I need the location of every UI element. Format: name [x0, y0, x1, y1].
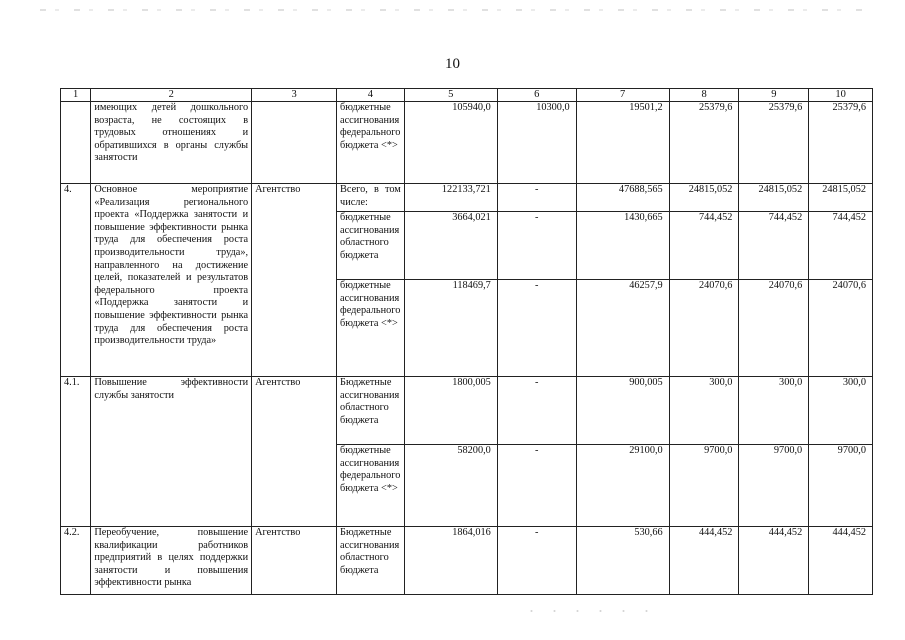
cell-col10: 9700,0 [809, 445, 873, 527]
cell-col6: 10300,0 [497, 102, 576, 184]
table-row [61, 184, 873, 212]
row-source: Бюджетные ассигнования областного бюджета [337, 377, 405, 445]
cell-col8: 24070,6 [669, 280, 739, 377]
row-executor [252, 102, 337, 184]
cell-col10: 444,452 [809, 527, 873, 595]
cell-col10: 300,0 [809, 377, 873, 445]
cell-col5: 1864,016 [404, 527, 497, 595]
cell-col9: 744,452 [739, 212, 809, 280]
row-index: 4. [61, 184, 91, 377]
col-header-9: 9 [739, 89, 809, 102]
cell-col5: 122133,721 [404, 184, 497, 212]
row-source: Бюджетные ассигнования областного бюджета [337, 527, 405, 595]
cell-col5: 3664,021 [404, 212, 497, 280]
cell-col8: 444,452 [669, 527, 739, 595]
col-header-4: 4 [337, 89, 405, 102]
cell-col6: - [497, 445, 576, 527]
row-name: Переобучение, повышение квалификации работников предприятий в целях поддержки занятости и повышения эффективности рынка [91, 527, 252, 595]
scan-artifact-line [40, 9, 865, 11]
cell-col7: 1430,665 [576, 212, 669, 280]
row-name: имеющих детей дошкольного возраста, не состоящих в трудовых отношениях и обратившихся в органы службы занятости [91, 102, 252, 184]
cell-col10: 24070,6 [809, 280, 873, 377]
col-header-6: 6 [497, 89, 576, 102]
cell-col5: 105940,0 [404, 102, 497, 184]
cell-col7: 47688,565 [576, 184, 669, 212]
row-source: бюджетные ассигнования федерального бюджета <*> [337, 102, 405, 184]
cell-col7: 900,005 [576, 377, 669, 445]
col-header-1: 1 [61, 89, 91, 102]
cell-col7: 19501,2 [576, 102, 669, 184]
row-index [61, 102, 91, 184]
cell-col8: 744,452 [669, 212, 739, 280]
cell-col7: 46257,9 [576, 280, 669, 377]
col-header-7: 7 [576, 89, 669, 102]
row-name: Основное мероприятие «Реализация регионального проекта «Поддержка занятости и повышение эффективности рынка труда для обеспечения роста производительности труда», направленного на достижение целей, показателей и результатов федерального проекта «Поддержка занятости и повышение эффективности рынка труда для обеспечения роста производительности труда» [91, 184, 252, 377]
row-executor: Агентство [252, 184, 337, 377]
cell-col9: 444,452 [739, 527, 809, 595]
col-header-2: 2 [91, 89, 252, 102]
cell-col9: 300,0 [739, 377, 809, 445]
row-source: Всего, в том числе: [337, 184, 405, 212]
row-index: 4.2. [61, 527, 91, 595]
cell-col8: 9700,0 [669, 445, 739, 527]
cell-col6: - [497, 212, 576, 280]
cell-col6: - [497, 184, 576, 212]
row-source: бюджетные ассигнования областного бюджета [337, 212, 405, 280]
row-source: бюджетные ассигнования федерального бюджета <*> [337, 445, 405, 527]
row-executor: Агентство [252, 377, 337, 527]
cell-col8: 24815,052 [669, 184, 739, 212]
table-row [61, 527, 873, 595]
row-source: бюджетные ассигнования федерального бюджета <*> [337, 280, 405, 377]
cell-col6: - [497, 377, 576, 445]
cell-col10: 25379,6 [809, 102, 873, 184]
cell-col6: - [497, 280, 576, 377]
cell-col5: 58200,0 [404, 445, 497, 527]
cell-col10: 24815,052 [809, 184, 873, 212]
col-header-10: 10 [809, 89, 873, 102]
page-number: 10 [445, 56, 460, 72]
cell-col9: 24070,6 [739, 280, 809, 377]
col-header-5: 5 [404, 89, 497, 102]
cell-col9: 25379,6 [739, 102, 809, 184]
cell-col7: 29100,0 [576, 445, 669, 527]
cell-col7: 530,66 [576, 527, 669, 595]
cell-col5: 1800,005 [404, 377, 497, 445]
cell-col10: 744,452 [809, 212, 873, 280]
row-name: Повышение эффективности службы занятости [91, 377, 252, 527]
scan-artifact-specks [520, 608, 660, 614]
cell-col6: - [497, 527, 576, 595]
table-header [61, 89, 873, 102]
row-executor: Агентство [252, 527, 337, 595]
cell-col8: 25379,6 [669, 102, 739, 184]
table-row [61, 102, 873, 184]
cell-col9: 9700,0 [739, 445, 809, 527]
cell-col9: 24815,052 [739, 184, 809, 212]
budget-table [60, 88, 873, 595]
row-index: 4.1. [61, 377, 91, 527]
cell-col5: 118469,7 [404, 280, 497, 377]
cell-col8: 300,0 [669, 377, 739, 445]
col-header-8: 8 [669, 89, 739, 102]
col-header-3: 3 [252, 89, 337, 102]
table-row [61, 377, 873, 445]
